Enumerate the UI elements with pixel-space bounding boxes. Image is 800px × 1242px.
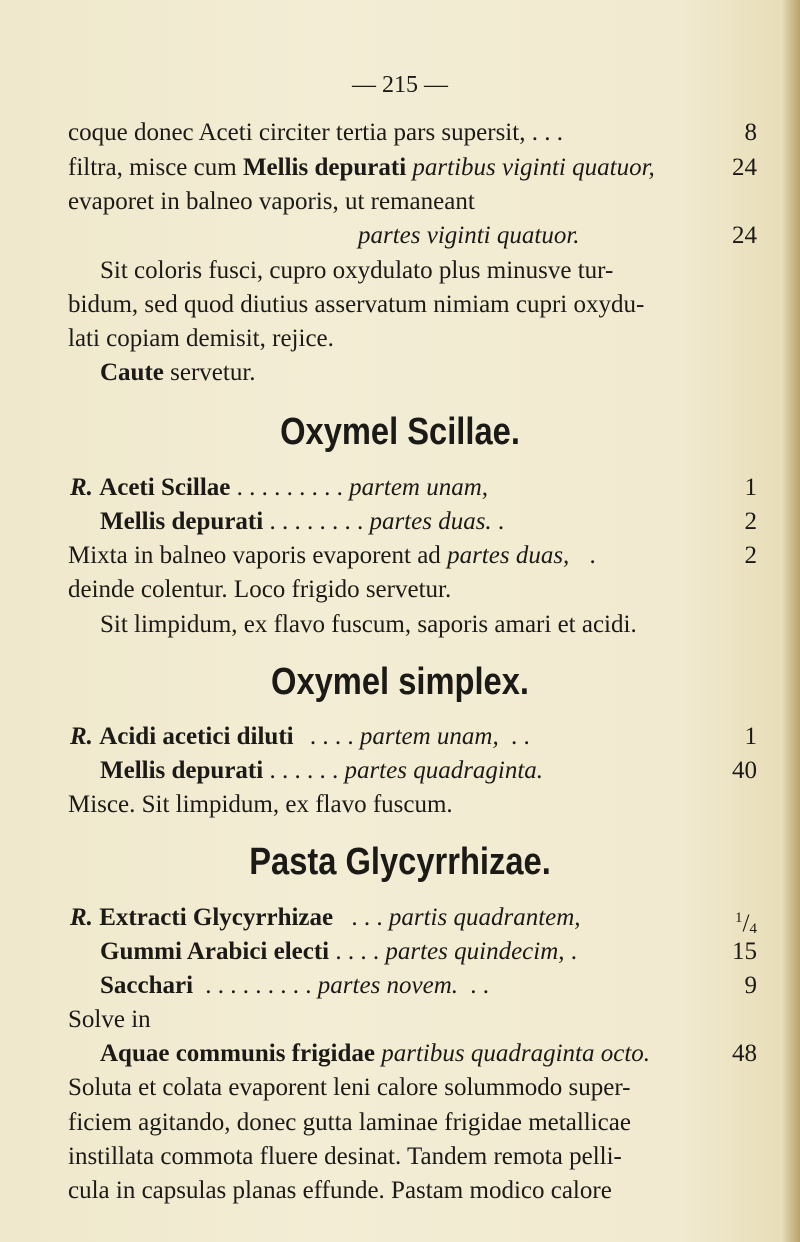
text-line: Misce. Sit limpidum, ex flavo fuscum.	[68, 791, 453, 818]
text-line: bidum, sed quod diutius asservatum nimiam cupri oxydu-	[68, 291, 645, 318]
quantity: 8	[744, 119, 757, 146]
page-number: — 215 —	[352, 72, 448, 98]
quantity: 2	[744, 542, 757, 569]
recipe-line: Mellis depurati . . . . . . partes quadraginta.	[100, 757, 544, 784]
recipe-line: Mellis depurati . . . . . . . . partes duas. .	[100, 508, 505, 535]
quantity: 24	[732, 154, 757, 181]
quantity: 40	[732, 757, 757, 784]
text-line: Sit limpidum, ex flavo fuscum, saporis amari et acidi.	[100, 611, 637, 638]
quantity: 2	[744, 508, 757, 535]
text-line: partes viginti quatuor.	[358, 222, 580, 249]
text-line: Aquae communis frigidae partibus quadraginta octo.	[100, 1040, 651, 1067]
text-line: coque donec Aceti circiter tertia pars supersit, . . .	[68, 119, 563, 146]
text-line: Solve in	[68, 1006, 151, 1033]
recipe-line: R. Aceti Scillae . . . . . . . . . partem unam,	[70, 474, 489, 501]
recipe-line: Gummi Arabici electi . . . . partes quindecim, .	[100, 938, 578, 965]
text-line: Sit coloris fusci, cupro oxydulato plus minusve tur-	[100, 257, 614, 284]
text-line: deinde colentur. Loco frigido servetur.	[68, 576, 452, 603]
quantity: 1	[744, 723, 757, 750]
quantity: 15	[732, 938, 757, 965]
section-title: Oxymel simplex.	[271, 661, 529, 703]
text-line: instillata commota fluere desinat. Tandem remota pelli-	[68, 1143, 622, 1170]
recipe-line: R. Extracti Glycyrrhizae . . . partis quadrantem,	[70, 904, 581, 931]
recipe-line: Sacchari . . . . . . . . . partes novem. . .	[100, 972, 490, 999]
quantity: 1	[744, 474, 757, 501]
quantity: 24	[732, 222, 757, 249]
text-line: cula in capsulas planas effunde. Pastam modico calore	[68, 1177, 612, 1204]
quantity: 9	[744, 972, 757, 999]
text-line: ficiem agitando, donec gutta laminae frigidae metallicae	[68, 1109, 631, 1136]
text-line: evaporet in balneo vaporis, ut remaneant	[68, 188, 475, 215]
text-line: lati copiam demisit, rejice.	[68, 325, 334, 352]
recipe-line: R. Acidi acetici diluti . . . . partem unam, . .	[70, 723, 530, 750]
text-line: Caute servetur.	[100, 359, 256, 386]
quantity-fraction: $^1/_4$	[735, 910, 757, 937]
section-title: Oxymel Scillae.	[280, 411, 520, 453]
text-line: filtra, misce cum Mellis depurati partibus viginti quatuor,	[68, 154, 655, 181]
quantity: 48	[732, 1040, 757, 1067]
text-line: Mixta in balneo vaporis evaporent ad partes duas, .	[68, 542, 596, 569]
page-edge-shadow	[782, 0, 800, 1242]
text-line: Soluta et colata evaporent leni calore solummodo super-	[68, 1074, 631, 1101]
section-title: Pasta Glycyrrhizae.	[249, 841, 551, 883]
